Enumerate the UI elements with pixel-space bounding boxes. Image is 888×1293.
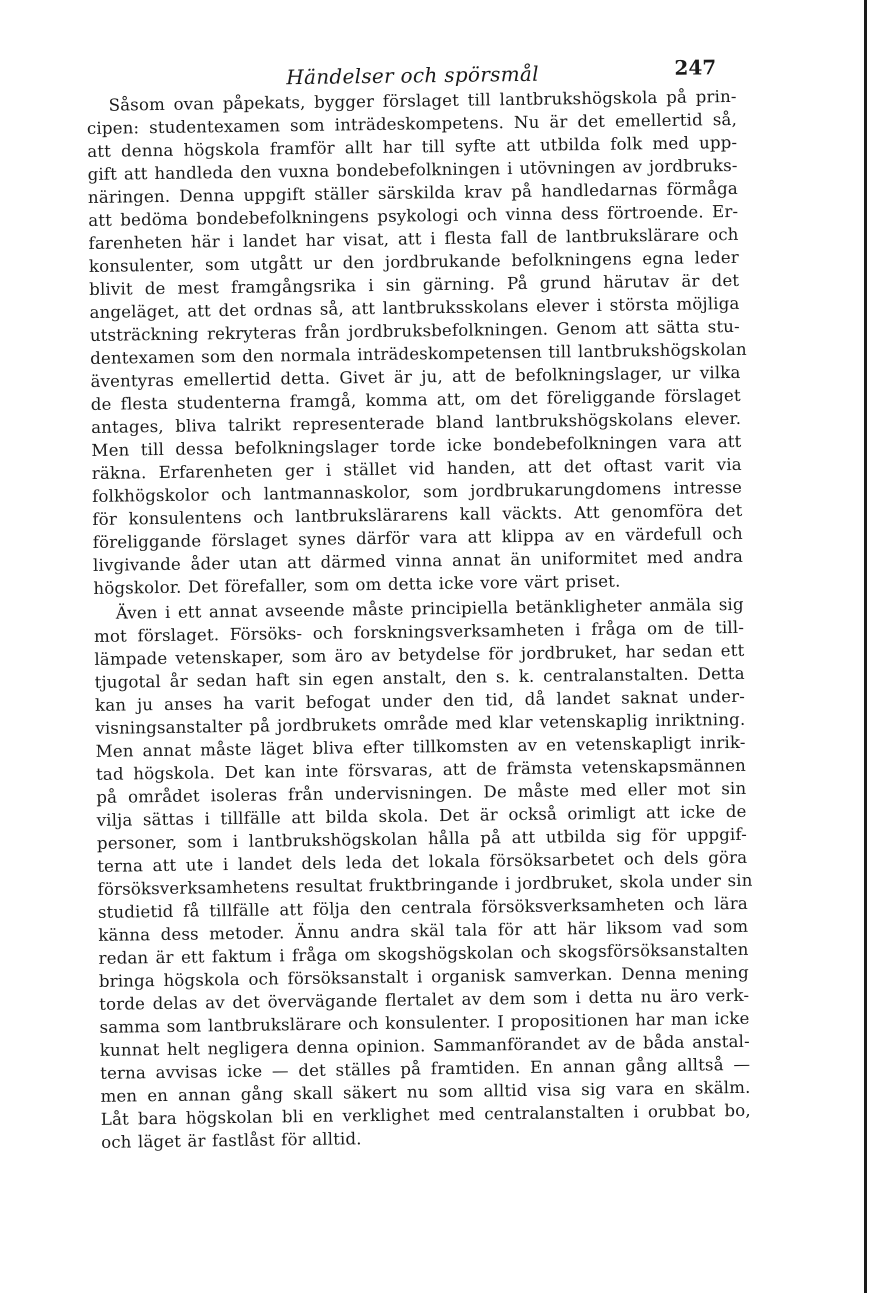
- text-line: tad högskola. Det kan inte försvaras, att de främsta vetenskapsmännen: [95, 755, 747, 784]
- text-line: de flesta studenterna framgå, komma att, om det föreliggande förslaget: [90, 385, 741, 414]
- text-line: dentexamen som den normala inträdeskompetensen till lantbrukshögskolan: [90, 339, 747, 368]
- text-line: för konsulentens och lantbrukslärarens kall väckts. Att genomföra det: [92, 500, 743, 529]
- text-line: Låt bara högskolan bli en verklighet med centralanstalten i orubbat bo,: [100, 1100, 751, 1129]
- text-line: Men till dessa befolkningslager torde icke bondebefolkningen vara att: [91, 431, 742, 460]
- text-line: men en annan gång skall säkert nu som alltid visa sig vara en skälm.: [100, 1077, 751, 1106]
- text-line: räkna. Erfarenheten ger i stället vid handen, att det oftast varit via: [91, 454, 742, 483]
- text-line: Såsom ovan påpekats, bygger förslaget till lantbrukshögskola på prin-: [108, 86, 737, 115]
- text-line: och läget är fastlåst för alltid.: [101, 1129, 362, 1152]
- text-line: på området isoleras från undervisningen. De måste med eller mot sin: [96, 778, 747, 807]
- text-line: farenheten här i landet har visat, att i flesta fall de lantbrukslärare och: [88, 224, 739, 253]
- page-number: 247: [674, 55, 717, 80]
- text-line: cipen: studentexamen som inträdeskompetens. Nu är det emellertid så,: [86, 109, 738, 138]
- running-title: Händelser och spörsmål: [286, 61, 540, 90]
- text-line: samma som lantbrukslärare och konsulenter. I propositionen har man icke: [99, 1008, 750, 1037]
- text-line: högskolor. Det förefaller, som om detta icke vore värt priset.: [93, 571, 621, 598]
- text-line: angeläget, att det ordnas så, att lantbruksskolans elever i största möjliga: [89, 293, 740, 322]
- text-line: känna dess metoder. Ännu andra skäl tala för att här liksom vad som: [98, 916, 749, 945]
- page-edge-border: [864, 0, 867, 1293]
- text-line: redan är ett faktum i fråga om skogshögskolan och skogsförsöksanstalten: [98, 939, 749, 968]
- text-line: personer, som i lantbrukshögskolan hålla på att utbilda sig för uppgif-: [96, 824, 748, 853]
- text-line: lämpade vetenskaper, som äro av betydelse för jordbruket, har sedan ett: [94, 640, 745, 669]
- body-text: [87, 85, 752, 1154]
- book-page: [86, 49, 751, 1154]
- text-line: terna avvisas icke — det ställes på framtiden. En annan gång alltså —: [100, 1054, 751, 1083]
- text-line: blivit de mest framgångsrika i sin gärning. På grund härutav är det: [89, 270, 740, 299]
- text-line: mot förslaget. Försöks- och forskningsverksamheten i fråga om de till-: [93, 617, 745, 646]
- text-line: terna att ute i landet dels leda det lokala försöksarbetet och dels göra: [97, 847, 748, 876]
- text-line: att denna högskola framför allt har till syfte att utbilda folk med upp-: [87, 132, 738, 161]
- text-line: Men annat måste läget bliva efter tillkomsten av en vetenskapligt inrik-: [95, 732, 746, 761]
- text-line: gift att handleda den vuxna bondebefolkningen i utövningen av jordbruks-: [87, 155, 738, 184]
- text-line: kunnat helt negligera denna opinion. Sammanförandet av de båda anstal-: [99, 1031, 750, 1060]
- text-line: studietid få tillfälle att följa den centrala försöksverksamheten och lära: [97, 893, 748, 922]
- text-line: visningsanstalter på jordbrukets område med klar vetenskaplig inriktning.: [95, 709, 746, 738]
- text-line: livgivande åder utan att därmed vinna annat än uniformitet med andra: [92, 546, 744, 575]
- text-line: konsulenter, som utgått ur den jordbrukande befolkningens egna leder: [88, 247, 739, 276]
- text-line: tjugotal år sedan haft sin egen anstalt, den s. k. centralanstalten. Detta: [94, 663, 745, 692]
- text-line: folkhögskolor och lantmannaskolor, som jordbrukarungdomens intresse: [91, 477, 743, 506]
- text-line: att bedöma bondebefolkningens psykologi och vinna dess förtroende. Er-: [88, 201, 739, 230]
- text-line: kan ju anses ha varit befogat under den tid, då landet saknat under-: [94, 686, 746, 715]
- text-line: äventyras emellertid detta. Givet är ju, att de befolkningslager, ur vilka: [90, 362, 741, 391]
- text-line: vilja sättas i tillfälle att bilda skola. Det är också orimligt att icke de: [96, 801, 747, 830]
- text-line: Även i ett annat avseende måste principiella betänkligheter anmäla sig: [115, 594, 744, 623]
- text-line: bringa högskola och försöksanstalt i organisk samverkan. Denna mening: [98, 962, 749, 991]
- text-line: föreliggande förslaget synes därför vara att klippa av en värdefull och: [92, 523, 743, 552]
- text-line: utsträckning rekryteras från jordbruksbefolkningen. Genom att sätta stu-: [89, 316, 740, 345]
- paragraph-1: [86, 85, 747, 600]
- text-line: försöksverksamhetens resultat fruktbringande i jordbruket, skola under sin: [97, 870, 753, 899]
- text-line: antages, bliva talrikt representerade bland lantbrukshögskolans elever.: [91, 408, 742, 437]
- text-line: torde delas av det övervägande flertalet av dem som i detta nu äro verk-: [99, 985, 750, 1014]
- paragraph-2: [94, 593, 752, 1154]
- text-line: näringen. Denna uppgift ställer särskilda krav på handledarnas förmåga: [87, 178, 739, 207]
